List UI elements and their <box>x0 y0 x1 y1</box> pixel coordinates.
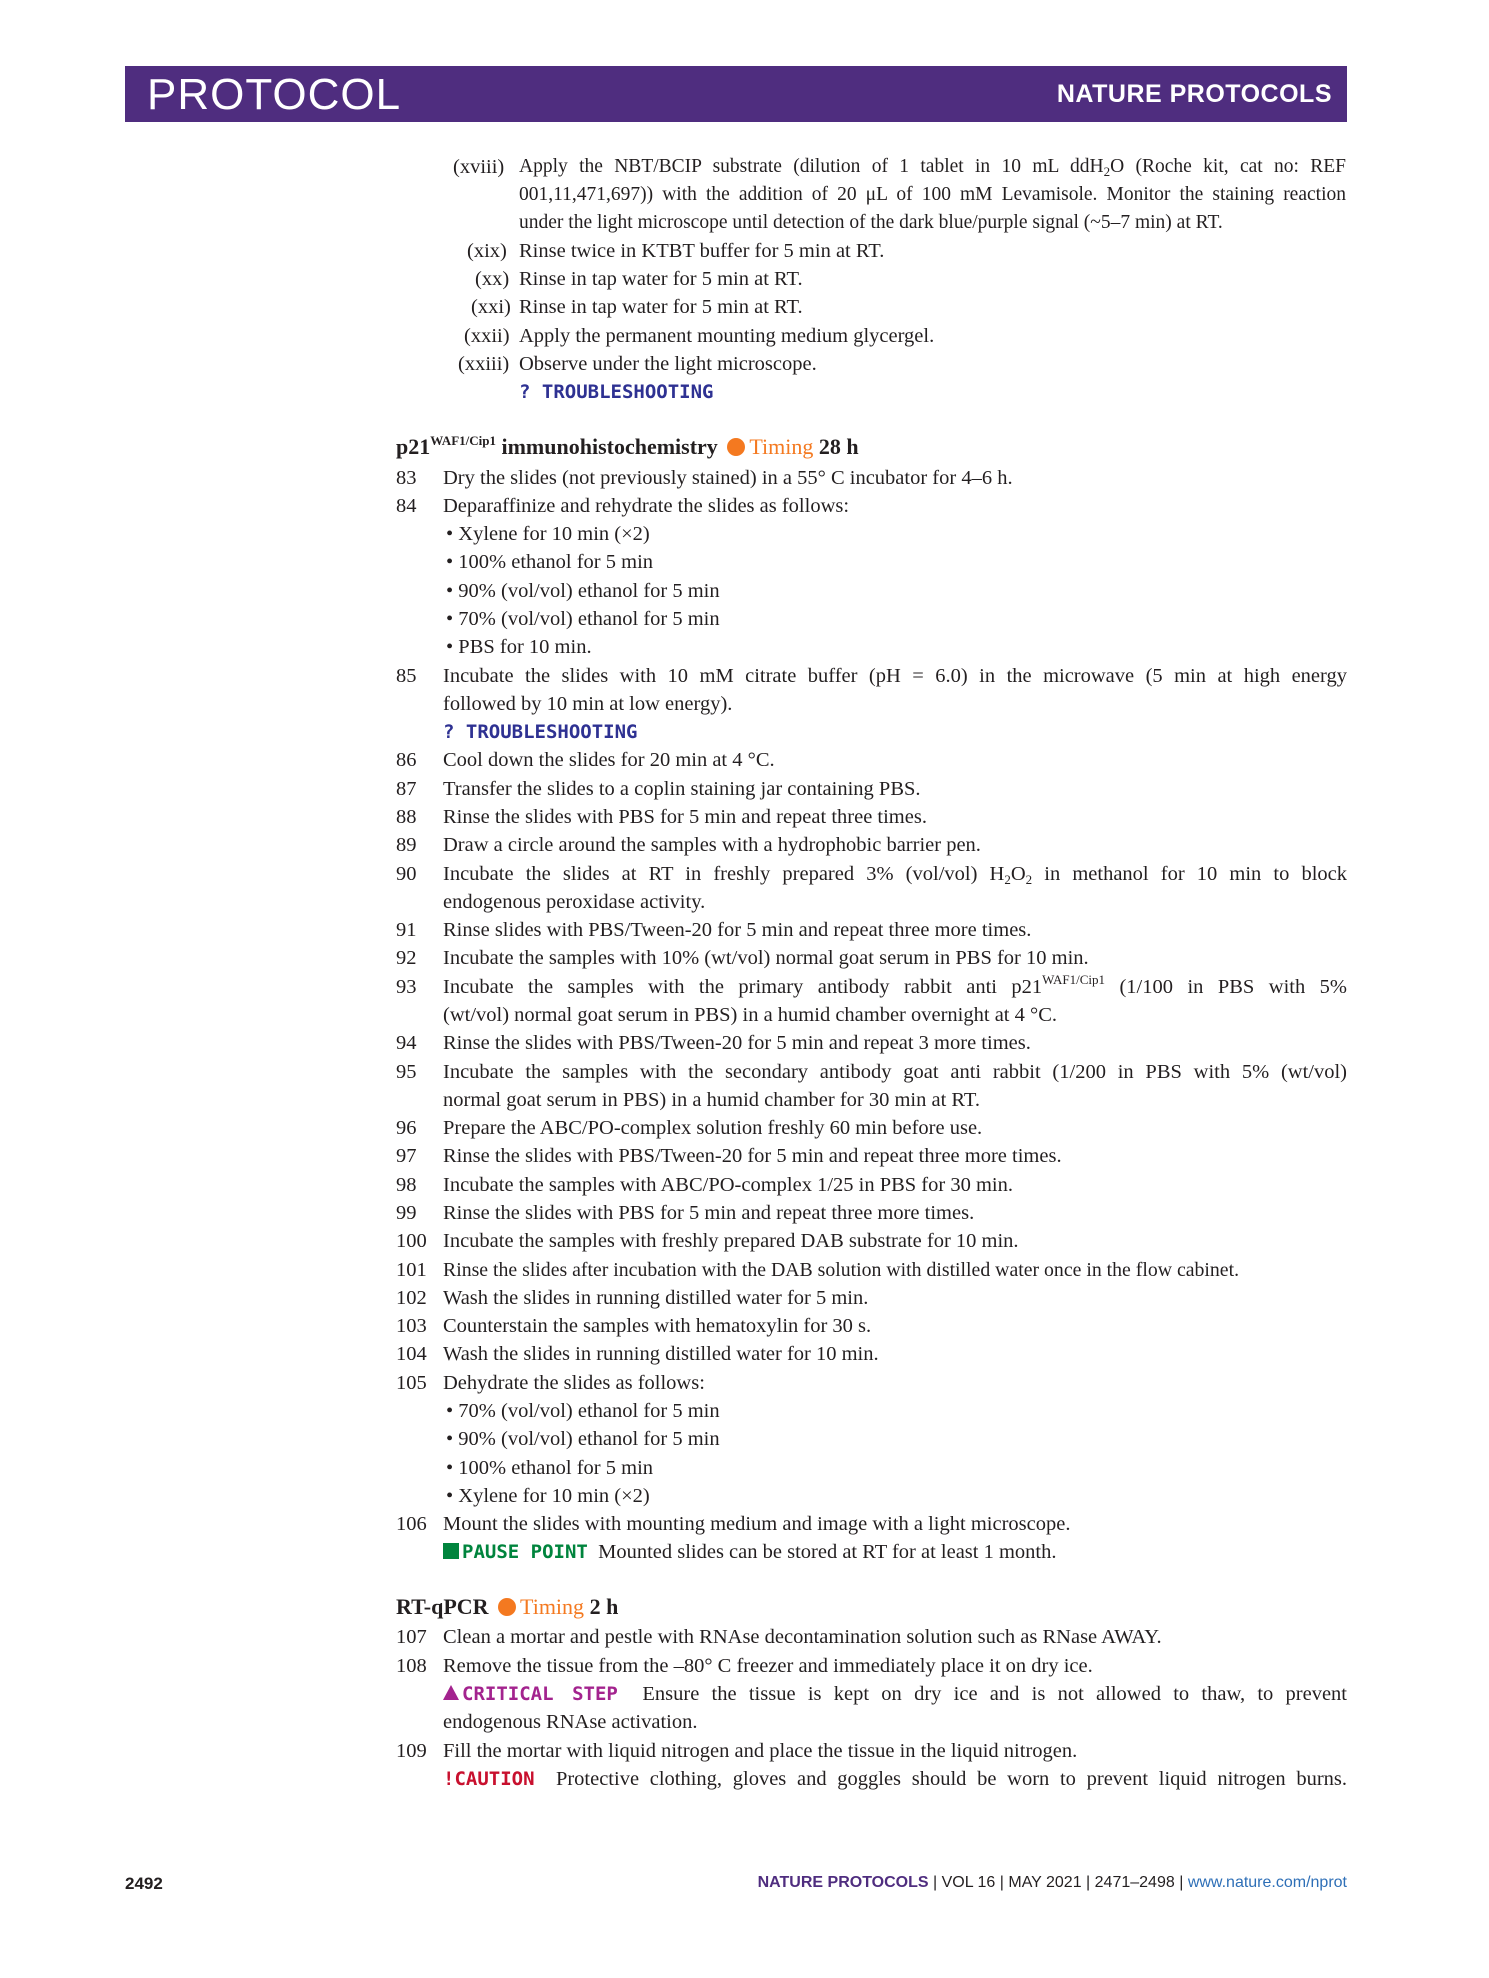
timing-dot-icon <box>498 1598 516 1616</box>
step-text: Wash the slides in running distilled water for 5 min. <box>443 1287 869 1309</box>
step-text: Incubate the samples with the secondary antibody goat anti rabbit (1/200 in PBS with 5% (wt/vol) <box>443 1061 1347 1083</box>
critical-triangle-icon <box>443 1685 459 1700</box>
bullet-item: • 70% (vol/vol) ethanol for 5 min <box>446 1400 720 1422</box>
substep-text: Apply the NBT/BCIP substrate (dilution of 1 tablet in 10 mL ddH$_2$O (Roche kit, cat no: REF <box>519 156 1347 179</box>
substep-text: Rinse in tap water for 5 min at RT. <box>519 296 803 318</box>
substep-text: Rinse in tap water for 5 min at RT. <box>519 268 803 290</box>
page-number: 2492 <box>125 1874 163 1893</box>
step-number: 107 <box>396 1626 427 1648</box>
step-text: Rinse the slides with PBS/Tween-20 for 5 min and repeat 3 more times. <box>443 1032 1031 1054</box>
bullet-item: • Xylene for 10 min (×2) <box>446 1485 650 1507</box>
substep-num: (xx) <box>475 268 510 290</box>
step-number: 101 <box>396 1259 427 1281</box>
step-number: 84 <box>396 495 417 517</box>
step-text: Rinse the slides after incubation with the DAB solution with distilled water once in the flow cabinet. <box>443 1259 1240 1281</box>
step-number: 86 <box>396 749 417 771</box>
step-number: 108 <box>396 1655 427 1677</box>
step-text: normal goat serum in PBS) in a humid chamber for 30 min at RT. <box>443 1089 980 1111</box>
step-text: Incubate the samples with freshly prepared DAB substrate for 10 min. <box>443 1230 1019 1252</box>
step-text: Transfer the slides to a coplin staining jar containing PBS. <box>443 778 921 800</box>
step-text: Rinse the slides with PBS/Tween-20 for 5 min and repeat three more times. <box>443 1145 1062 1167</box>
troubleshooting-link[interactable]: ? TROUBLESHOOTING <box>519 381 714 403</box>
step-number: 89 <box>396 834 417 856</box>
step-text: Wash the slides in running distilled water for 10 min. <box>443 1343 879 1365</box>
journal-url-link[interactable]: www.nature.com/nprot <box>1187 1874 1347 1891</box>
bullet-item: • 90% (vol/vol) ethanol for 5 min <box>446 1428 720 1450</box>
step-number: 90 <box>396 863 417 885</box>
critical-step-note: CRITICAL STEP Ensure the tissue is kept on dry ice and is not allowed to thaw, to prevent <box>443 1680 1347 1708</box>
step-text: Rinse slides with PBS/Tween-20 for 5 min and repeat three more times. <box>443 919 1032 941</box>
substep-num: (xix) <box>467 240 507 262</box>
step-text: Rinse the slides with PBS for 5 min and repeat three more times. <box>443 1202 975 1224</box>
section-heading-rtqpcr: RT-qPCR Timing 2 h <box>396 1594 619 1619</box>
substep-num: (xxii) <box>464 325 510 347</box>
step-text: Dehydrate the slides as follows: <box>443 1372 705 1394</box>
substep-text: Rinse twice in KTBT buffer for 5 min at RT. <box>519 240 885 262</box>
bullet-item: • 90% (vol/vol) ethanol for 5 min <box>446 580 720 602</box>
footer-citation: NATURE PROTOCOLS | VOL 16 | MAY 2021 | 2471–2498 | www.nature.com/nprot <box>757 1874 1347 1891</box>
step-number: 103 <box>396 1315 427 1337</box>
pause-point-note: PAUSE POINT Mounted slides can be stored at RT for at least 1 month. <box>443 1538 1057 1566</box>
step-number: 95 <box>396 1061 417 1083</box>
step-number: 102 <box>396 1287 427 1309</box>
step-text: Mount the slides with mounting medium and image with a light microscope. <box>443 1513 1071 1535</box>
bullet-item: • PBS for 10 min. <box>446 636 592 658</box>
step-number: 104 <box>396 1343 427 1365</box>
step-number: 105 <box>396 1372 427 1394</box>
header-journal-label: NATURE PROTOCOLS <box>1056 80 1332 108</box>
step-text: (wt/vol) normal goat serum in PBS) in a humid chamber overnight at 4 °C. <box>443 1004 1057 1026</box>
step-number: 100 <box>396 1230 427 1252</box>
step-text: Prepare the ABC/PO-complex solution freshly 60 min before use. <box>443 1117 983 1139</box>
step-number: 85 <box>396 665 417 687</box>
substep-num: (xxiii) <box>458 353 510 375</box>
step-text: Clean a mortar and pestle with RNAse decontamination solution such as RNase AWAY. <box>443 1626 1162 1648</box>
step-number: 88 <box>396 806 417 828</box>
bullet-item: • 70% (vol/vol) ethanol for 5 min <box>446 608 720 630</box>
substep-text: 001,11,471,697)) with the addition of 20 μL of 100 mM Levamisole. Monitor the staining reaction <box>519 184 1346 205</box>
step-text: Rinse the slides with PBS for 5 min and repeat three times. <box>443 806 927 828</box>
step-number: 98 <box>396 1174 417 1196</box>
step-number: 92 <box>396 947 417 969</box>
step-text: Counterstain the samples with hematoxylin for 30 s. <box>443 1315 872 1337</box>
step-text: Incubate the samples with the primary antibody rabbit anti $p21^{WAF1/Cip1}$ (1/100 in PBS with 5% <box>443 972 1347 998</box>
substep-text: Observe under the light microscope. <box>519 353 817 375</box>
header-protocol-label: PROTOCOL <box>147 70 402 119</box>
step-number: 83 <box>396 467 417 489</box>
section-heading-p21: $p21^{WAF1/Cip1}$ immunohistochemistry Timing 28 h <box>396 433 859 459</box>
pause-square-icon <box>443 1543 459 1559</box>
step-text: followed by 10 min at low energy). <box>443 693 733 715</box>
step-number: 96 <box>396 1117 417 1139</box>
caution-note: !CAUTION Protective clothing, gloves and goggles should be worn to prevent liquid nitrogen burns. <box>443 1768 1348 1790</box>
step-number: 91 <box>396 919 417 941</box>
step-text: Incubate the slides with 10 mM citrate buffer (pH = 6.0) in the microwave (5 min at high energy <box>443 665 1347 687</box>
substep-text: under the light microscope until detection of the dark blue/purple signal (~5–7 min) at RT. <box>519 212 1223 233</box>
substep-num: (xxi) <box>471 296 511 318</box>
step-number: 97 <box>396 1145 417 1167</box>
bullet-item: • 100% ethanol for 5 min <box>446 551 654 573</box>
step-text: Incubate the slides at RT in freshly prepared 3% (vol/vol) $H_2O_2$ in methanol for 10 min to block <box>443 863 1348 887</box>
bullet-item: • 100% ethanol for 5 min <box>446 1457 654 1479</box>
step-number: 99 <box>396 1202 417 1224</box>
step-text: Draw a circle around the samples with a hydrophobic barrier pen. <box>443 834 981 856</box>
step-number: 93 <box>396 976 417 998</box>
step-number: 109 <box>396 1740 427 1762</box>
substep-num: (xviii) <box>453 156 505 178</box>
step-text: endogenous peroxidase activity. <box>443 891 706 913</box>
step-number: 87 <box>396 778 417 800</box>
step-text: Incubate the samples with ABC/PO-complex 1/25 in PBS for 30 min. <box>443 1174 1013 1196</box>
timing-dot-icon <box>727 438 745 456</box>
critical-step-note: endogenous RNAse activation. <box>443 1711 698 1733</box>
step-number: 106 <box>396 1513 427 1535</box>
step-text: Incubate the samples with 10% (wt/vol) normal goat serum in PBS for 10 min. <box>443 947 1089 969</box>
step-text: Deparaffinize and rehydrate the slides as follows: <box>443 495 850 517</box>
step-text: Dry the slides (not previously stained) in a 55° C incubator for 4–6 h. <box>443 467 1013 489</box>
step-text: Cool down the slides for 20 min at 4 °C. <box>443 749 775 771</box>
step-text: Fill the mortar with liquid nitrogen and place the tissue in the liquid nitrogen. <box>443 1740 1078 1762</box>
page-header <box>125 66 1347 122</box>
bullet-item: • Xylene for 10 min (×2) <box>446 523 650 545</box>
troubleshooting-link[interactable]: ? TROUBLESHOOTING <box>443 721 638 743</box>
substep-text: Apply the permanent mounting medium glycergel. <box>519 325 935 347</box>
step-number: 94 <box>396 1032 417 1054</box>
step-text: Remove the tissue from the –80° C freezer and immediately place it on dry ice. <box>443 1655 1093 1677</box>
